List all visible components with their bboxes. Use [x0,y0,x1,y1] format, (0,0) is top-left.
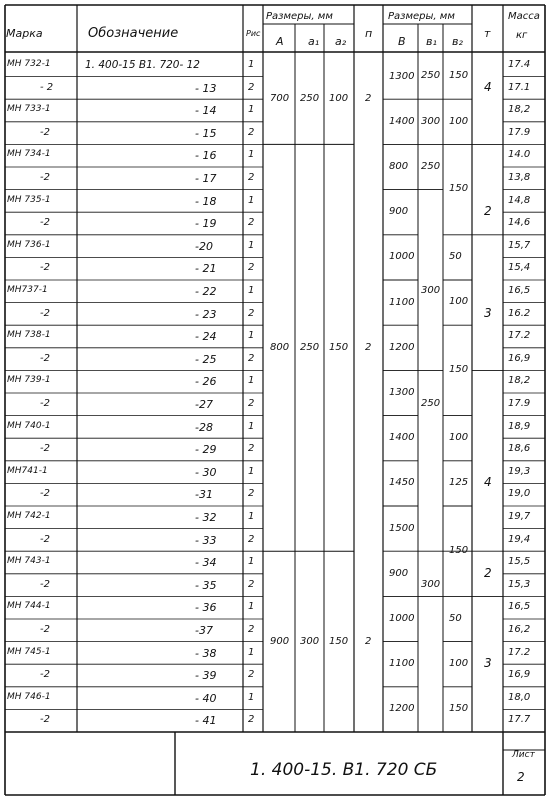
oboznachenie-cell: - 25 [195,352,217,366]
massa-cell: 17.9 [508,126,531,138]
marka-sub-cell: -2 [40,624,50,635]
header-n: п [365,27,373,40]
oboznachenie-cell: 1. 400-15 В1. 720- 12 [85,59,200,71]
ris-cell: 2 [248,714,255,726]
n-cell: 2 [365,341,372,353]
oboznachenie-cell: - 13 [195,81,217,95]
massa-cell: 18,2 [508,375,531,387]
B-cell: 1450 [389,477,415,489]
massa-cell: 18,9 [508,420,531,432]
massa-cell: 15,5 [508,556,531,568]
ris-cell: 2 [248,352,255,364]
oboznachenie-cell: - 36 [195,601,217,615]
ris-cell: 1 [248,375,255,387]
B-cell: 1400 [389,115,415,127]
marka-cell: МН741-1 [7,465,48,476]
marka-cell: МН 738-1 [7,330,51,341]
massa-cell: 17.2 [508,330,531,342]
oboznachenie-cell: - 32 [195,511,217,524]
header-b1: в₁ [426,35,437,48]
ris-cell: 2 [248,443,255,455]
massa-cell: 13,8 [508,172,531,183]
marka-cell: МН 733-1 [7,104,51,115]
massa-cell: 18,0 [508,691,531,703]
header-m: т [484,27,491,40]
footer-designation: 1. 400-15. В1. 720 СБ [250,760,438,780]
marka-cell: МН 744-1 [7,601,51,612]
ris-cell: 1 [248,556,255,568]
oboznachenie-cell: - 22 [195,285,217,298]
massa-cell: 17.4 [508,59,531,70]
b1-cell: 250 [421,70,441,82]
oboznachenie-cell: - 39 [195,669,217,683]
b1-cell: 300 [421,115,441,127]
b2-cell: 50 [449,251,462,263]
B-cell: 1200 [389,703,415,715]
a2-cell: 100 [329,93,349,105]
marka-sub-cell: -2 [40,714,50,726]
m-cell: 3 [484,305,492,320]
m-cell: 2 [484,565,492,580]
massa-cell: 16,5 [508,285,531,296]
b2-cell: 150 [449,183,469,195]
marka-sub-cell: -2 [40,172,50,183]
B-cell: 1100 [389,658,415,670]
ris-cell: 1 [248,104,255,116]
n-cell: 2 [365,93,372,105]
header-oboznachenie: Обозначение [88,26,179,41]
massa-cell: 16,2 [508,624,531,635]
oboznachenie-cell: - 19 [195,217,217,231]
marka-sub-cell: -2 [40,307,50,319]
massa-cell: 16,9 [508,352,531,364]
B-cell: 1300 [389,387,415,398]
oboznachenie-cell: - 17 [195,172,217,185]
ris-cell: 2 [248,488,255,500]
massa-cell: 18,2 [508,104,531,116]
massa-cell: 14,6 [508,217,531,229]
b2-cell: 100 [449,115,469,127]
m-cell: 4 [484,79,492,94]
b1-cell: 250 [421,398,441,409]
b2-cell: 50 [449,612,462,624]
b2-cell: 100 [449,296,469,308]
marka-sub-cell: -2 [40,533,50,545]
marka-cell: МН 739-1 [7,375,51,386]
b2-cell: 150 [449,703,469,715]
ris-cell: 1 [248,646,255,658]
marka-cell: МН 740-1 [7,420,51,431]
oboznachenie-cell: - 40 [195,691,217,705]
a2-cell: 150 [329,341,349,353]
marka-sub-cell: -2 [40,398,50,409]
marka-cell: МН 732-1 [7,59,51,69]
ris-cell: 2 [248,624,255,635]
massa-cell: 18,6 [508,443,531,455]
B-cell: 1000 [389,613,415,624]
ris-cell: 2 [248,217,255,229]
m-cell: 3 [484,655,492,670]
b1-cell: 300 [421,578,441,590]
massa-cell: 14.0 [508,149,531,161]
massa-cell: 16,9 [508,669,531,681]
oboznachenie-cell: - 21 [195,262,217,276]
ris-cell: 1 [248,601,255,613]
marka-cell: МН 735-1 [7,194,51,205]
marka-sub-cell: -2 [40,262,50,274]
ris-cell: 2 [248,533,255,545]
b2-cell: 150 [449,364,469,376]
oboznachenie-cell: - 16 [195,149,217,163]
B-cell: 1100 [389,296,415,308]
oboznachenie-cell: - 29 [195,443,217,457]
ris-cell: 1 [248,465,255,477]
oboznachenie-cell: -20 [195,239,213,253]
b2-cell: 150 [449,544,469,556]
ris-cell: 1 [248,691,255,703]
header-b2: в₂ [452,35,463,48]
marka-sub-cell: -2 [40,217,50,229]
oboznachenie-cell: - 26 [195,375,217,389]
ris-cell: 2 [248,172,255,183]
header-ris: Рис [246,29,261,38]
massa-cell: 19,0 [508,488,531,500]
oboznachenie-cell: - 14 [195,104,217,118]
B-cell: 900 [389,567,409,579]
b1-cell: 250 [421,160,441,172]
massa-cell: 15,7 [508,239,531,251]
marka-cell: МН 736-1 [7,239,51,250]
oboznachenie-cell: -31 [195,488,213,502]
ris-cell: 2 [248,669,255,681]
oboznachenie-cell: - 35 [195,578,217,592]
marka-sub-cell: - 2 [40,81,54,93]
marka-cell: МН 734-1 [7,149,51,160]
b2-cell: 100 [449,431,469,443]
ris-cell: 2 [248,262,255,274]
oboznachenie-cell: - 34 [195,556,217,570]
oboznachenie-cell: - 24 [195,330,217,344]
A-cell: 900 [270,635,290,647]
oboznachenie-cell: -37 [195,624,213,637]
oboznachenie-cell: - 38 [195,646,217,660]
marka-cell: МН 743-1 [7,556,51,567]
massa-cell: 19,7 [508,511,531,522]
ris-cell: 1 [248,59,255,70]
massa-cell: 15,3 [508,578,531,590]
ris-cell: 1 [248,420,255,432]
b1-cell: 300 [421,285,441,296]
header-kg: кг [516,30,528,41]
b2-cell: 150 [449,70,469,82]
B-cell: 1300 [389,70,415,82]
ris-cell: 1 [248,285,255,296]
ris-cell: 2 [248,81,255,93]
m-cell: 4 [484,475,492,490]
n-cell: 2 [365,635,372,647]
header-marka: Марка [6,27,43,40]
a1-cell: 250 [300,93,320,105]
header-a2: а₂ [335,35,347,48]
B-cell: 1400 [389,432,415,444]
massa-cell: 17.2 [508,646,531,658]
oboznachenie-cell: - 41 [195,714,217,728]
a2-cell: 150 [329,635,349,647]
header-razmery-left: Размеры, мм [266,11,333,22]
b2-cell: 125 [449,477,469,489]
ris-cell: 1 [248,330,255,342]
header-B: В [398,35,406,48]
header-a1: а₁ [308,35,320,48]
header-massa: Масса [508,11,540,22]
marka-sub-cell: -2 [40,352,50,364]
header-A: А [276,35,284,48]
massa-cell: 15,4 [508,262,531,274]
footer-list-label: Лист [512,750,535,760]
footer-list-number: 2 [517,770,525,784]
ris-cell: 2 [248,578,255,590]
ris-cell: 1 [248,239,255,251]
marka-cell: МН 745-1 [7,646,51,657]
ris-cell: 1 [248,149,255,161]
A-cell: 800 [270,341,290,353]
marka-sub-cell: -2 [40,443,50,455]
header-razmery-right: Размеры, мм [388,11,455,22]
a1-cell: 300 [300,635,320,647]
marka-cell: МН 746-1 [7,691,51,702]
massa-cell: 17.7 [508,714,531,726]
marka-sub-cell: -2 [40,669,50,681]
massa-cell: 14,8 [508,194,531,206]
ris-cell: 2 [248,307,255,319]
marka-sub-cell: -2 [40,488,50,500]
oboznachenie-cell: -28 [195,420,213,434]
massa-cell: 17.9 [508,398,531,409]
oboznachenie-cell: - 23 [195,307,217,321]
massa-cell: 16.2 [508,307,531,319]
oboznachenie-cell: -27 [195,398,213,411]
B-cell: 900 [389,206,409,218]
B-cell: 1500 [389,522,415,534]
massa-cell: 16,5 [508,601,531,613]
massa-cell: 19,3 [508,465,531,477]
ris-cell: 2 [248,398,255,409]
marka-cell: МН737-1 [7,285,48,295]
massa-cell: 19,4 [508,533,531,545]
ris-cell: 1 [248,194,255,206]
m-cell: 2 [484,203,492,218]
A-cell: 700 [270,93,290,105]
ris-cell: 2 [248,126,255,138]
oboznachenie-cell: - 15 [195,126,217,140]
oboznachenie-cell: - 33 [195,533,217,547]
a1-cell: 250 [300,341,320,353]
oboznachenie-cell: - 30 [195,465,217,479]
massa-cell: 17.1 [508,81,531,93]
b2-cell: 100 [449,657,469,669]
marka-sub-cell: -2 [40,578,50,590]
B-cell: 800 [389,161,409,172]
B-cell: 1200 [389,341,415,353]
B-cell: 1000 [389,251,415,263]
oboznachenie-cell: - 18 [195,194,217,208]
marka-cell: МН 742-1 [7,511,51,521]
marka-sub-cell: -2 [40,126,50,138]
ris-cell: 1 [248,511,255,522]
